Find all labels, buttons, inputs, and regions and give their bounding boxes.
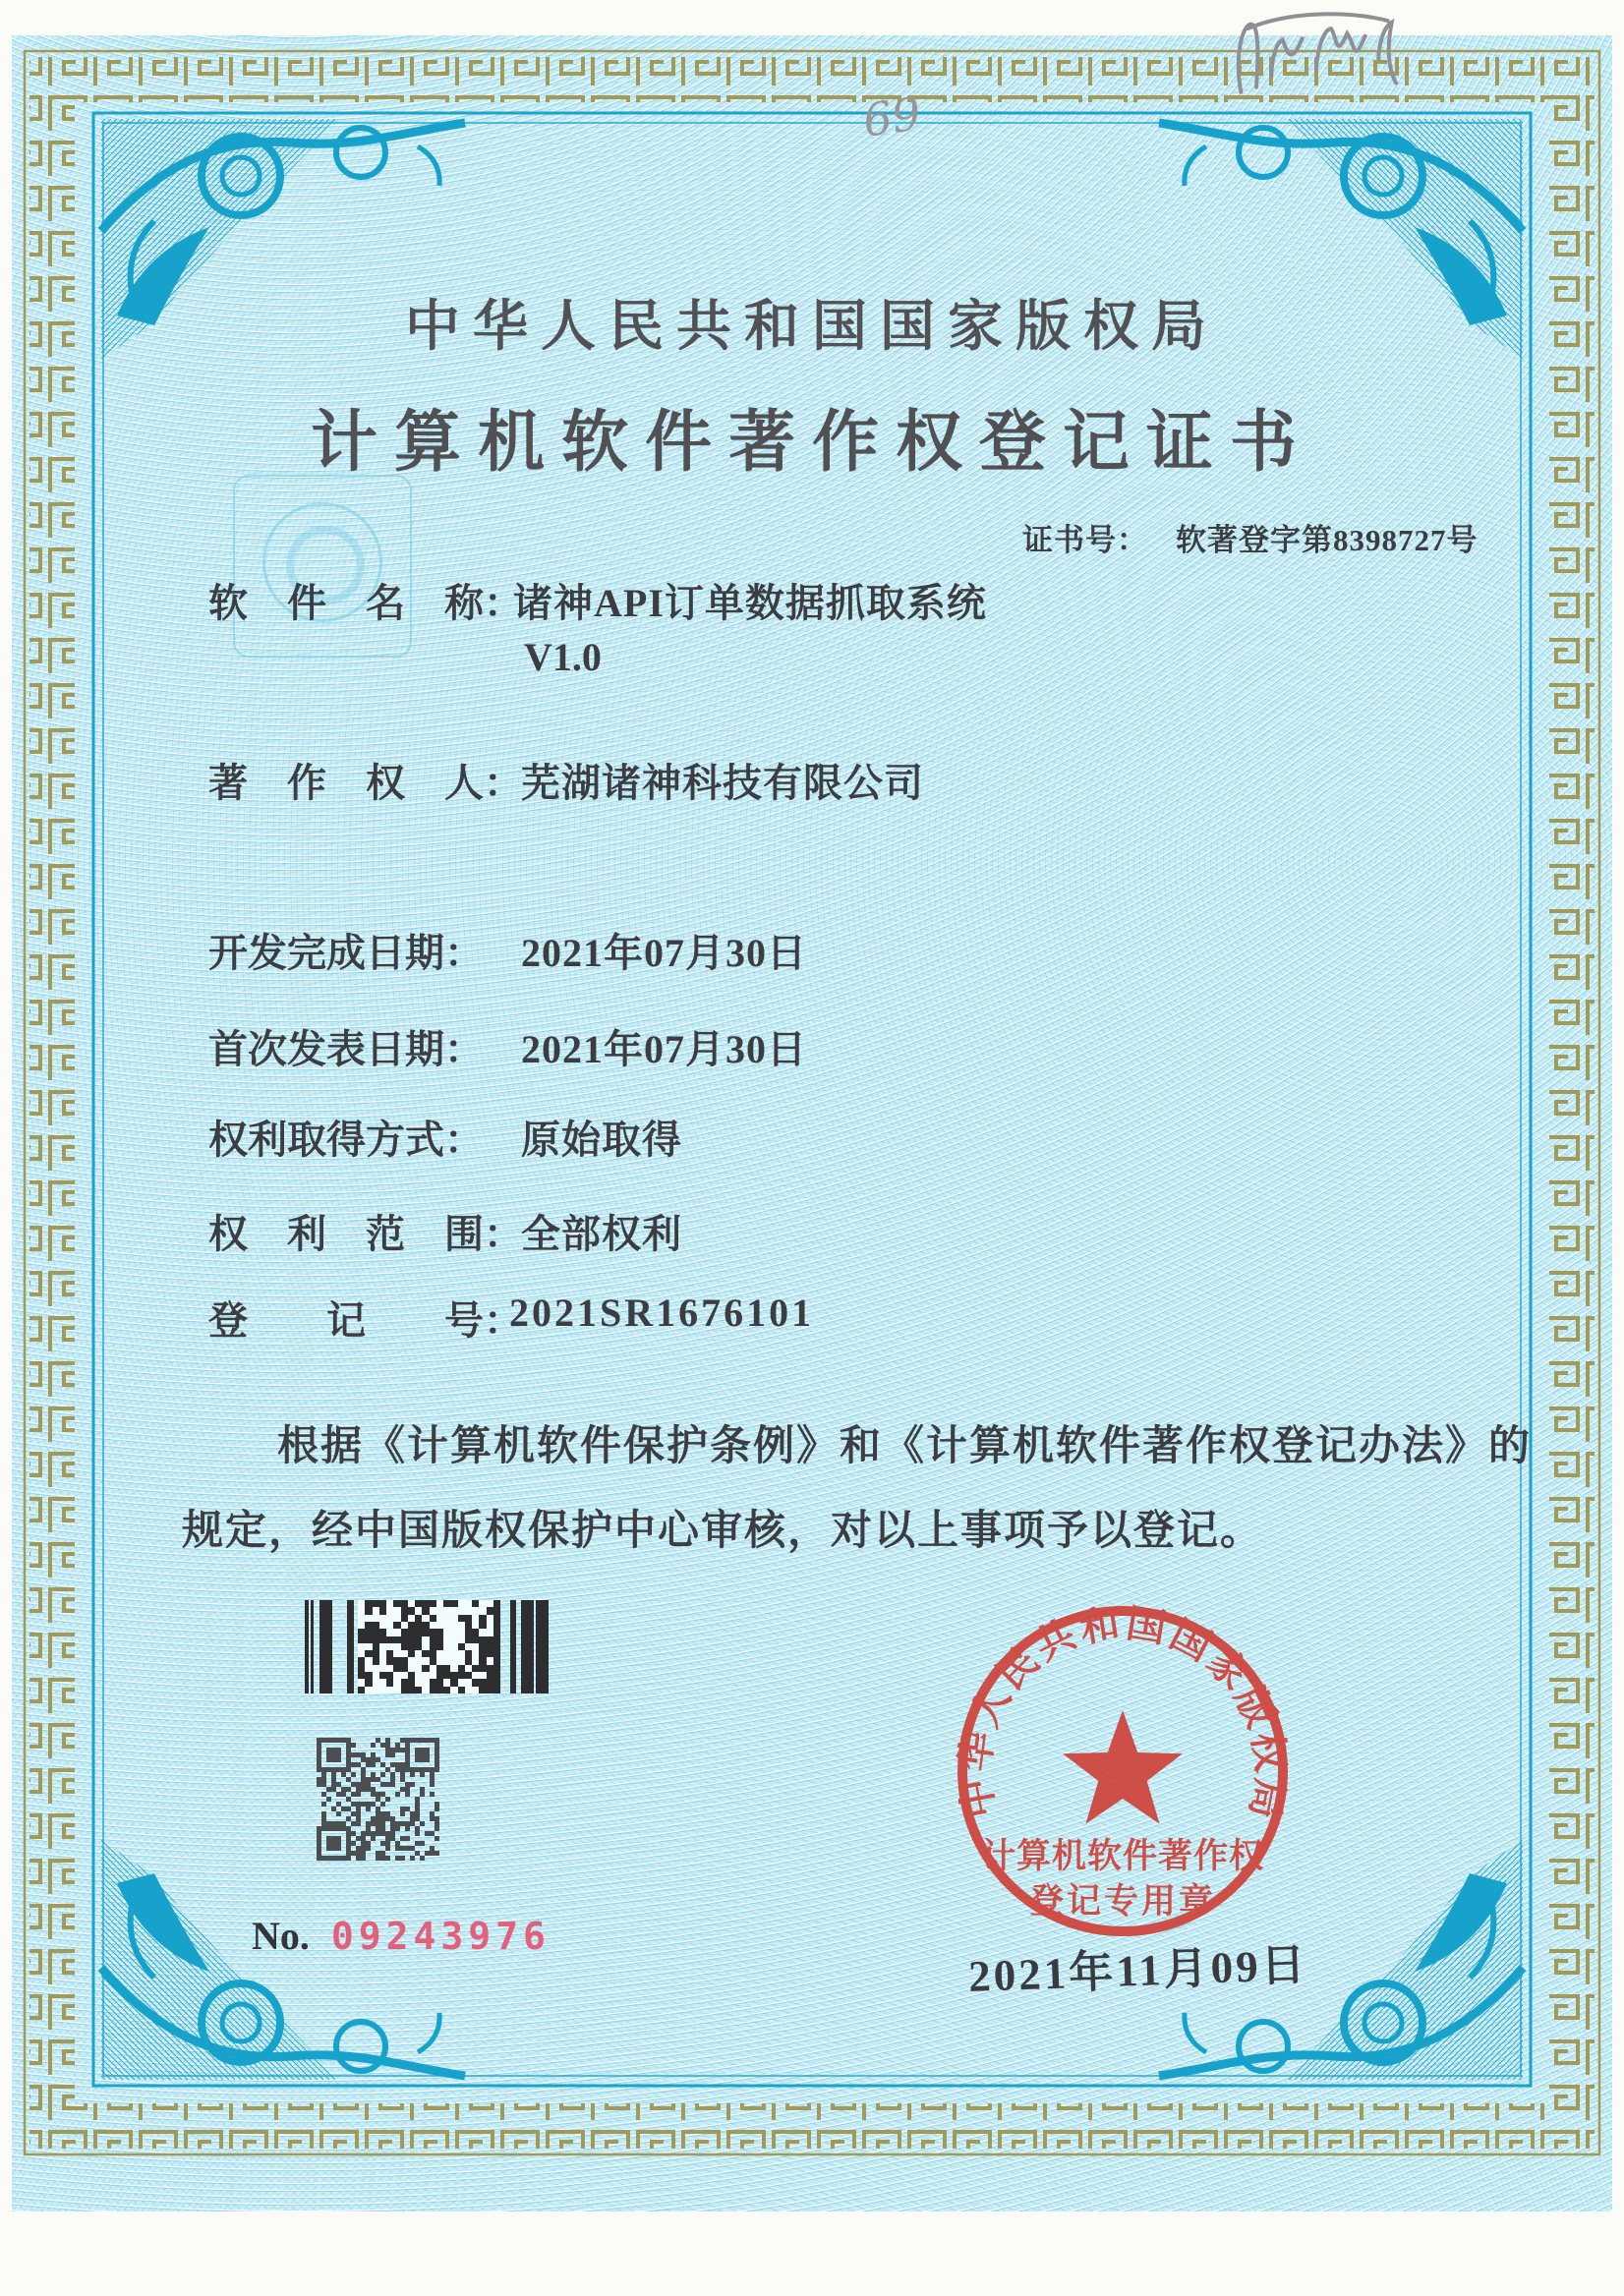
barcode-matrix-cell xyxy=(373,1643,379,1650)
barcode-matrix-cell xyxy=(465,1622,472,1629)
barcode-matrix-cell xyxy=(479,1679,486,1686)
barcode-matrix-cell xyxy=(386,1629,393,1636)
seal-ring-text: 中华人民共和国国家版权局 xyxy=(952,1600,1294,1822)
barcode-matrix-cell xyxy=(450,1615,457,1622)
embossed-watermark xyxy=(233,475,412,658)
barcode-matrix-cell xyxy=(386,1607,393,1614)
barcode-matrix-cell xyxy=(422,1615,429,1622)
barcode-matrix-cell xyxy=(358,1622,365,1629)
barcode-matrix-cell xyxy=(422,1600,429,1607)
barcode-matrix-cell xyxy=(386,1636,393,1643)
barcode-matrix-cell xyxy=(450,1622,457,1629)
barcode-matrix-cell xyxy=(408,1607,415,1614)
barcode-2d-matrix xyxy=(358,1600,493,1693)
certificate-number-line xyxy=(1022,515,1479,559)
barcode-matrix-cell xyxy=(422,1679,429,1686)
barcode-matrix-cell xyxy=(379,1665,386,1672)
barcode-matrix-cell xyxy=(408,1600,415,1607)
barcode-matrix-cell xyxy=(393,1622,400,1629)
barcode-matrix-cell xyxy=(393,1657,400,1664)
barcode-matrix-cell xyxy=(393,1672,400,1679)
barcode-matrix-cell xyxy=(373,1687,379,1693)
barcode-matrix-cell xyxy=(358,1672,365,1679)
barcode-matrix-cell xyxy=(430,1672,436,1679)
barcode-matrix-cell xyxy=(365,1687,372,1693)
barcode-matrix-cell xyxy=(450,1607,457,1614)
barcode-matrix-cell xyxy=(436,1629,443,1636)
corner-flourish-bottom-left xyxy=(101,1840,465,2080)
barcode-matrix-cell xyxy=(443,1687,450,1693)
barcode-matrix-cell xyxy=(401,1643,408,1650)
barcode-matrix-cell xyxy=(365,1643,372,1650)
barcode-matrix-cell xyxy=(443,1665,450,1672)
barcode-matrix-cell xyxy=(465,1687,472,1693)
seal-star-icon xyxy=(1063,1710,1183,1824)
seal-inner-line-2: 登记专用章 xyxy=(1028,1882,1217,1921)
barcode-matrix-cell xyxy=(379,1615,386,1622)
barcode-matrix-cell xyxy=(430,1636,436,1643)
barcode-matrix-cell xyxy=(415,1607,422,1614)
barcode-matrix-cell xyxy=(472,1636,479,1643)
barcode-matrix-cell xyxy=(430,1679,436,1686)
gold-outline xyxy=(25,51,1599,2154)
barcode-bar xyxy=(347,1600,354,1693)
field-value: 2021年07月30日 xyxy=(521,1027,807,1071)
barcode-matrix-cell xyxy=(450,1636,457,1643)
barcode-matrix-cell xyxy=(373,1665,379,1672)
barcode-matrix-cell xyxy=(379,1657,386,1664)
barcode-matrix-cell xyxy=(479,1650,486,1657)
barcode-matrix-cell xyxy=(408,1679,415,1686)
barcode-matrix-cell xyxy=(415,1643,422,1650)
barcode-matrix-cell xyxy=(436,1615,443,1622)
barcode-matrix-cell xyxy=(379,1636,386,1643)
barcode-matrix-cell xyxy=(487,1629,493,1636)
barcode-matrix-cell xyxy=(422,1657,429,1664)
field-value: 诸神API订单数据抓取系统 xyxy=(513,581,987,625)
barcode-matrix-cell xyxy=(415,1679,422,1686)
barcode-matrix-cell xyxy=(487,1672,493,1679)
barcode-matrix-cell xyxy=(358,1607,365,1614)
barcode-matrix-cell xyxy=(408,1687,415,1693)
barcode-matrix-cell xyxy=(465,1607,472,1614)
barcode-matrix-cell xyxy=(365,1607,372,1614)
barcode-matrix-cell xyxy=(436,1687,443,1693)
barcode-matrix-cell xyxy=(358,1657,365,1664)
barcode-matrix-cell xyxy=(415,1657,422,1664)
statement-line-2: 规定，经中国版权保护中心审核，对以上事项予以登记。 xyxy=(182,1509,1264,1554)
barcode-matrix-cell xyxy=(443,1650,450,1657)
barcode-matrix-cell xyxy=(450,1600,457,1607)
barcode-matrix-cell xyxy=(373,1672,379,1679)
barcode-bar xyxy=(536,1600,543,1693)
barcode-matrix-cell xyxy=(436,1643,443,1650)
barcode-matrix-cell xyxy=(465,1600,472,1607)
barcode-matrix-cell xyxy=(487,1679,493,1686)
serial-number-line xyxy=(252,1913,551,1959)
barcode-matrix-cell xyxy=(436,1636,443,1643)
barcode-matrix-cell xyxy=(365,1672,372,1679)
barcode-matrix-cell xyxy=(472,1643,479,1650)
barcode-matrix-cell xyxy=(430,1657,436,1664)
barcode-matrix-cell xyxy=(365,1665,372,1672)
barcode-matrix-cell xyxy=(401,1672,408,1679)
barcode xyxy=(305,1600,549,1693)
barcode-matrix-cell xyxy=(393,1650,400,1657)
serial-label: No. xyxy=(252,1914,310,1958)
barcode-matrix-cell xyxy=(386,1643,393,1650)
field-label: 权利取得方式： xyxy=(208,1118,484,1162)
barcode-matrix-cell xyxy=(436,1665,443,1672)
barcode-matrix-cell xyxy=(472,1657,479,1664)
barcode-matrix-cell xyxy=(415,1600,422,1607)
barcode-matrix-cell xyxy=(458,1650,465,1657)
barcode-matrix-cell xyxy=(365,1615,372,1622)
barcode-matrix-cell xyxy=(450,1650,457,1657)
barcode-matrix-cell xyxy=(408,1636,415,1643)
barcode-matrix-cell xyxy=(422,1665,429,1672)
barcode-bar xyxy=(546,1600,549,1693)
barcode-matrix-cell xyxy=(393,1665,400,1672)
barcode-matrix-cell xyxy=(430,1643,436,1650)
official-seal xyxy=(936,1584,1309,1958)
barcode-matrix-cell xyxy=(487,1636,493,1643)
barcode-matrix-cell xyxy=(393,1636,400,1643)
barcode-matrix-cell xyxy=(415,1687,422,1693)
barcode-matrix-cell xyxy=(450,1672,457,1679)
barcode-matrix-cell xyxy=(458,1657,465,1664)
barcode-matrix-cell xyxy=(465,1629,472,1636)
barcode-matrix-cell xyxy=(430,1615,436,1622)
barcode-matrix-cell xyxy=(443,1636,450,1643)
handwritten-scribble xyxy=(1228,2,1412,112)
barcode-matrix-cell xyxy=(401,1622,408,1629)
barcode-matrix-cell xyxy=(465,1650,472,1657)
barcode-matrix-cell xyxy=(415,1615,422,1622)
barcode-matrix-cell xyxy=(479,1629,486,1636)
barcode-matrix-cell xyxy=(458,1607,465,1614)
field-label: 开发完成日期： xyxy=(208,931,484,975)
barcode-matrix-cell xyxy=(401,1679,408,1686)
barcode-matrix-cell xyxy=(393,1687,400,1693)
barcode-matrix-cell xyxy=(393,1643,400,1650)
barcode-matrix-cell xyxy=(408,1665,415,1672)
field-value: 芜湖诸神科技有限公司 xyxy=(521,761,924,805)
barcode-matrix-cell xyxy=(479,1643,486,1650)
barcode-matrix-cell xyxy=(393,1679,400,1686)
barcode-matrix-cell xyxy=(487,1643,493,1650)
issue-date: 2021年11月09日 xyxy=(967,1939,1309,2002)
barcode-matrix-cell xyxy=(472,1679,479,1686)
barcode-matrix-cell xyxy=(379,1629,386,1636)
greek-key-border-right xyxy=(1549,57,1595,2149)
barcode-matrix-cell xyxy=(401,1600,408,1607)
barcode-matrix-cell xyxy=(422,1629,429,1636)
barcode-matrix-cell xyxy=(458,1600,465,1607)
barcode-matrix-cell xyxy=(422,1672,429,1679)
barcode-matrix-cell xyxy=(408,1643,415,1650)
barcode-matrix-cell xyxy=(487,1650,493,1657)
barcode-matrix-cell xyxy=(472,1622,479,1629)
barcode-matrix-cell xyxy=(386,1615,393,1622)
barcode-matrix-cell xyxy=(450,1629,457,1636)
barcode-matrix-cell xyxy=(479,1687,486,1693)
barcode-matrix-cell xyxy=(443,1600,450,1607)
barcode-matrix-cell xyxy=(401,1629,408,1636)
barcode-matrix-cell xyxy=(386,1672,393,1679)
statement-line-1: 根据《计算机软件保护条例》和《计算机软件著作权登记办法》的 xyxy=(277,1424,1533,1469)
greek-key-border-left xyxy=(29,57,75,2149)
software-version: V1.0 xyxy=(524,635,602,679)
barcode-matrix-cell xyxy=(443,1629,450,1636)
barcode-matrix-cell xyxy=(358,1643,365,1650)
barcode-matrix-cell xyxy=(436,1650,443,1657)
field-value: 2021SR1676101 xyxy=(509,1291,815,1335)
barcode-matrix-cell xyxy=(379,1600,386,1607)
barcode-matrix-cell xyxy=(408,1622,415,1629)
barcode-matrix-cell xyxy=(393,1629,400,1636)
barcode-matrix-cell xyxy=(358,1600,365,1607)
barcode-matrix-cell xyxy=(458,1643,465,1650)
barcode-matrix-cell xyxy=(436,1600,443,1607)
barcode-matrix-cell xyxy=(358,1636,365,1643)
barcode-matrix-cell xyxy=(408,1672,415,1679)
barcode-matrix-cell xyxy=(401,1650,408,1657)
barcode-matrix-cell xyxy=(430,1629,436,1636)
barcode-matrix-cell xyxy=(458,1679,465,1686)
field-value: 原始取得 xyxy=(521,1118,682,1162)
barcode-matrix-cell xyxy=(472,1629,479,1636)
barcode-matrix-cell xyxy=(487,1665,493,1672)
barcode-matrix-cell xyxy=(358,1687,365,1693)
barcode-matrix-cell xyxy=(487,1615,493,1622)
qr-module xyxy=(435,1856,439,1861)
barcode-matrix-cell xyxy=(379,1650,386,1657)
barcode-matrix-cell xyxy=(373,1629,379,1636)
barcode-matrix-cell xyxy=(365,1657,372,1664)
barcode-matrix-cell xyxy=(458,1629,465,1636)
barcode-matrix-cell xyxy=(422,1636,429,1643)
barcode-matrix-cell xyxy=(401,1615,408,1622)
barcode-matrix-cell xyxy=(358,1629,365,1636)
barcode-matrix-cell xyxy=(365,1679,372,1686)
barcode-matrix-cell xyxy=(422,1687,429,1693)
barcode-matrix-cell xyxy=(487,1622,493,1629)
field-label: 首次发表日期： xyxy=(208,1027,484,1071)
barcode-matrix-cell xyxy=(365,1636,372,1643)
qr-code xyxy=(317,1738,439,1861)
barcode-matrix-cell xyxy=(401,1607,408,1614)
barcode-matrix-cell xyxy=(365,1650,372,1657)
seal-inner-line-1: 计算机软件著作权 xyxy=(980,1837,1265,1875)
barcode-matrix-cell xyxy=(443,1672,450,1679)
barcode-matrix-cell xyxy=(479,1665,486,1672)
barcode-bar xyxy=(340,1600,347,1693)
document-title: 计算机软件著作权登记证书 xyxy=(310,405,1313,480)
barcode-matrix-cell xyxy=(415,1636,422,1643)
barcode-matrix-cell xyxy=(465,1643,472,1650)
barcode-matrix-cell xyxy=(379,1607,386,1614)
barcode-matrix-cell xyxy=(358,1665,365,1672)
barcode-matrix-cell xyxy=(393,1607,400,1614)
barcode-matrix-cell xyxy=(379,1672,386,1679)
barcode-matrix-cell xyxy=(479,1615,486,1622)
barcode-matrix-cell xyxy=(487,1657,493,1664)
barcode-matrix-cell xyxy=(401,1687,408,1693)
barcode-matrix-cell xyxy=(479,1672,486,1679)
barcode-matrix-cell xyxy=(408,1615,415,1622)
barcode-matrix-cell xyxy=(487,1687,493,1693)
barcode-matrix-cell xyxy=(472,1600,479,1607)
barcode-matrix-cell xyxy=(436,1607,443,1614)
barcode-matrix-cell xyxy=(386,1665,393,1672)
barcode-matrix-cell xyxy=(401,1657,408,1664)
handwritten-number: 69 xyxy=(859,86,925,147)
barcode-matrix-cell xyxy=(358,1615,365,1622)
barcode-matrix-cell xyxy=(365,1629,372,1636)
barcode-matrix-cell xyxy=(379,1687,386,1693)
barcode-matrix-cell xyxy=(479,1622,486,1629)
barcode-matrix-cell xyxy=(465,1636,472,1643)
barcode-matrix-cell xyxy=(386,1687,393,1693)
barcode-matrix-cell xyxy=(479,1657,486,1664)
barcode-matrix-cell xyxy=(436,1672,443,1679)
barcode-matrix-cell xyxy=(401,1665,408,1672)
barcode-matrix-cell xyxy=(373,1607,379,1614)
barcode-matrix-cell xyxy=(415,1650,422,1657)
certificate-number-value: 软著登字第8398727号 xyxy=(1176,523,1479,557)
barcode-matrix-cell xyxy=(465,1679,472,1686)
barcode-matrix-cell xyxy=(386,1650,393,1657)
barcode-matrix-cell xyxy=(373,1615,379,1622)
barcode-matrix-cell xyxy=(358,1650,365,1657)
barcode-matrix-cell xyxy=(443,1622,450,1629)
barcode-matrix-cell xyxy=(465,1665,472,1672)
barcode-matrix-cell xyxy=(430,1650,436,1657)
certificate-number-label: 证书号： xyxy=(1022,523,1148,557)
barcode-matrix-cell xyxy=(358,1679,365,1686)
barcode-matrix-cell xyxy=(430,1607,436,1614)
field-value: 2021年07月30日 xyxy=(521,931,807,975)
barcode-matrix-cell xyxy=(479,1600,486,1607)
barcode-matrix-cell xyxy=(479,1636,486,1643)
barcode-matrix-cell xyxy=(450,1665,457,1672)
barcode-matrix-cell xyxy=(386,1679,393,1686)
barcode-matrix-cell xyxy=(465,1657,472,1664)
barcode-matrix-cell xyxy=(415,1622,422,1629)
barcode-matrix-cell xyxy=(443,1607,450,1614)
barcode-matrix-cell xyxy=(472,1687,479,1693)
barcode-matrix-cell xyxy=(458,1615,465,1622)
barcode-matrix-cell xyxy=(386,1600,393,1607)
barcode-matrix-cell xyxy=(443,1657,450,1664)
barcode-matrix-cell xyxy=(458,1672,465,1679)
barcode-matrix-cell xyxy=(450,1679,457,1686)
barcode-matrix-cell xyxy=(393,1600,400,1607)
barcode-matrix-cell xyxy=(436,1657,443,1664)
barcode-matrix-cell xyxy=(443,1679,450,1686)
barcode-matrix-cell xyxy=(365,1600,372,1607)
barcode-matrix-cell xyxy=(422,1622,429,1629)
barcode-matrix-cell xyxy=(373,1650,379,1657)
barcode-matrix-cell xyxy=(436,1679,443,1686)
barcode-matrix-cell xyxy=(472,1665,479,1672)
barcode-matrix-cell xyxy=(401,1636,408,1643)
barcode-matrix-cell xyxy=(386,1622,393,1629)
barcode-matrix-cell xyxy=(393,1615,400,1622)
barcode-matrix-cell xyxy=(472,1607,479,1614)
barcode-matrix-cell xyxy=(458,1687,465,1693)
barcode-matrix-cell xyxy=(422,1643,429,1650)
barcode-matrix-cell xyxy=(373,1600,379,1607)
barcode-matrix-cell xyxy=(373,1657,379,1664)
barcode-matrix-cell xyxy=(422,1607,429,1614)
barcode-matrix-cell xyxy=(408,1650,415,1657)
greek-key-border-bottom xyxy=(29,2103,1595,2149)
barcode-matrix-cell xyxy=(458,1665,465,1672)
barcode-matrix-cell xyxy=(379,1643,386,1650)
barcode-matrix-cell xyxy=(450,1657,457,1664)
barcode-matrix-cell xyxy=(415,1672,422,1679)
barcode-matrix-cell xyxy=(408,1629,415,1636)
barcode-matrix-cell xyxy=(430,1622,436,1629)
barcode-matrix-cell xyxy=(443,1615,450,1622)
barcode-matrix-cell xyxy=(458,1622,465,1629)
barcode-matrix-cell xyxy=(373,1622,379,1629)
barcode-matrix-cell xyxy=(450,1687,457,1693)
barcode-matrix-cell xyxy=(487,1607,493,1614)
barcode-matrix-cell xyxy=(472,1650,479,1657)
barcode-matrix-cell xyxy=(379,1679,386,1686)
field-label: 著 作 权 人： xyxy=(208,761,523,805)
serial-number: 09243976 xyxy=(330,1915,551,1958)
barcode-matrix-cell xyxy=(443,1643,450,1650)
barcode-matrix-cell xyxy=(379,1622,386,1629)
barcode-matrix-cell xyxy=(450,1643,457,1650)
field-label: 软 件 名 称： xyxy=(208,581,523,625)
barcode-matrix-cell xyxy=(373,1679,379,1686)
barcode-matrix-cell xyxy=(472,1672,479,1679)
barcode-matrix-cell xyxy=(386,1657,393,1664)
authority-title: 中华人民共和国国家版权局 xyxy=(405,297,1219,358)
barcode-matrix-cell xyxy=(373,1636,379,1643)
barcode-matrix-cell xyxy=(465,1615,472,1622)
field-label: 登 记 号： xyxy=(208,1298,523,1343)
barcode-matrix-cell xyxy=(430,1600,436,1607)
barcode-matrix-cell xyxy=(422,1650,429,1657)
barcode-matrix-cell xyxy=(408,1657,415,1664)
barcode-matrix-cell xyxy=(430,1687,436,1693)
barcode-matrix-cell xyxy=(487,1600,493,1607)
barcode-matrix-cell xyxy=(465,1672,472,1679)
barcode-matrix-cell xyxy=(415,1665,422,1672)
barcode-matrix-cell xyxy=(472,1615,479,1622)
barcode-matrix-cell xyxy=(415,1629,422,1636)
barcode-matrix-cell xyxy=(458,1636,465,1643)
barcode-matrix-cell xyxy=(430,1665,436,1672)
field-value: 全部权利 xyxy=(521,1212,682,1256)
barcode-matrix-cell xyxy=(365,1622,372,1629)
barcode-matrix-cell xyxy=(479,1607,486,1614)
barcode-matrix-cell xyxy=(436,1622,443,1629)
field-label: 权 利 范 围： xyxy=(208,1212,523,1256)
